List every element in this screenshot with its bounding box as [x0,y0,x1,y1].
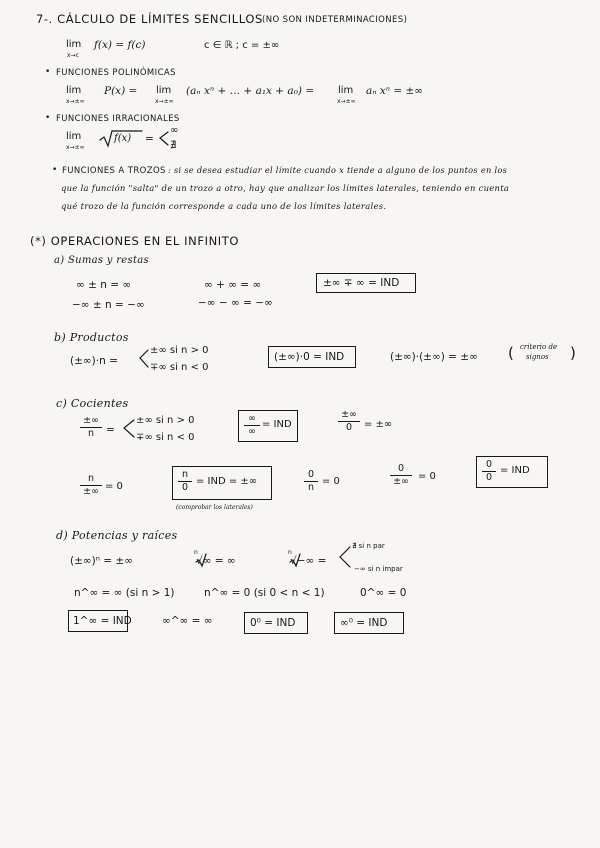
cocientes-box1-rhs: = IND [262,419,292,430]
brace-icon [140,350,148,367]
productos-heading: b) Productos [54,331,129,344]
polinomicas-result: aₙ xⁿ = ±∞ [366,85,424,97]
lim-label: lim [66,39,82,50]
irracional-equals: = [145,133,154,145]
cocientes-frac-3-rhs: = 0 [105,481,123,492]
productos-note-close-paren: ) [570,344,576,362]
potencias-p1: (±∞)ⁿ = ±∞ [70,555,133,567]
frac-denominator: 0 [485,471,493,483]
bullet-icon: • [52,165,58,175]
irracional-option-top: ∞ [170,125,179,136]
sumas-row1-a: ∞ ± n = ∞ [76,279,132,291]
potencias-p3-index: n [288,549,292,556]
cocientes-case-bottom: ∓∞ si n < 0 [136,432,195,443]
frac-numerator: ±∞ [341,409,357,420]
potencias-b2: ∞^∞ = ∞ [162,615,213,627]
brace-icon [160,132,168,145]
trozos-heading: FUNCIONES A TROZOS [62,166,166,176]
trozos-text-line-1: : si se desea estudiar el límite cuando x tiende a alguno de los puntos en los [168,165,508,175]
irracional-option-bottom: ∄ [170,140,177,151]
lim-subscript: x→±∞ [66,98,85,105]
cocientes-frac-5-rhs: = 0 [418,471,436,482]
potencias-b4: ∞⁰ = IND [340,617,388,629]
lim-label: lim [156,85,172,96]
frac-denominator: 0 [181,481,189,493]
potencias-q3: 0^∞ = 0 [360,587,407,599]
lim-label: lim [66,85,82,96]
cocientes-frac-4-rhs: = 0 [322,476,340,487]
frac-numerator: n [181,469,189,480]
potencias-b1: 1^∞ = IND [73,615,132,627]
sumas-row2-b: −∞ − ∞ = −∞ [198,297,273,309]
basic-limit-expression: f(x) = f(c) [94,39,146,51]
polinomicas-heading: FUNCIONES POLINÓMICAS [56,68,176,78]
irracionales-heading: FUNCIONES IRRACIONALES [56,114,180,124]
potencias-p3: √−∞ = [290,555,327,567]
frac-numerator: n [87,473,95,484]
sqrt-icon [100,131,142,146]
polinomicas-polynomial: (aₙ xⁿ + … + a₁x + a₀) = [186,85,315,97]
lim-label: lim [338,85,354,96]
frac-numerator: ±∞ [83,415,99,426]
section-title: 7-. CÁLCULO DE LÍMITES SENCILLOS [36,12,263,26]
frac-denominator: ±∞ [393,475,409,487]
potencias-p3-case-top: ∄ si n par [352,542,385,550]
potencias-p2-index: n [194,549,198,556]
potencias-b3: 0⁰ = IND [250,617,296,629]
bullet-icon: • [45,67,51,77]
frac-denominator: 0 [345,421,353,433]
trozos-text-line-2: que la función "salta" de un trozo a otro, hay que analizar los límites laterales, teniendo en cuenta [61,183,510,193]
productos-lhs: (±∞)·n = [70,355,118,367]
cocientes-frac-1-eq: = [106,424,115,436]
bullet-icon: • [45,113,51,123]
potencias-p2: √∞ = ∞ [196,555,236,567]
productos-case-top: ±∞ si n > 0 [150,345,209,356]
cocientes-box2-rhs: = IND = ±∞ [196,476,258,487]
brace-icon [340,547,350,567]
operaciones-heading: (*) OPERACIONES EN EL INFINITO [30,234,240,248]
potencias-q1: n^∞ = ∞ (si n > 1) [74,587,175,599]
productos-case-bottom: ∓∞ si n < 0 [150,362,209,373]
cocientes-box3-rhs: = IND [500,465,530,476]
basic-limit-condition: c ∈ ℝ ; c = ±∞ [204,40,280,51]
productos-rhs: (±∞)·(±∞) = ±∞ [390,351,478,363]
lim-subscript: x→±∞ [337,98,356,105]
potencias-p3-case-bottom: −∞ si n impar [354,565,403,573]
lim-label: lim [66,131,82,142]
productos-box-text: (±∞)·0 = IND [274,351,345,363]
cocientes-case-top: ±∞ si n > 0 [136,415,195,426]
irracional-radicand: f(x) [114,133,132,144]
lim-subscript: x→±∞ [155,98,174,105]
lim-subscript: x→c [67,52,79,59]
frac-denominator: n [307,481,315,493]
section-title-note: (NO SON INDETERMINACIONES) [262,15,408,25]
productos-note-top: criterio de [520,343,558,351]
sumas-row1-b: ∞ + ∞ = ∞ [204,279,262,291]
potencias-heading: d) Potencias y raíces [56,529,178,542]
sqrt-icon [290,554,300,566]
sumas-row2-a: −∞ ± n = −∞ [72,299,145,311]
productos-note-open-paren: ( [508,344,514,362]
frac-numerator: 0 [307,469,315,480]
sumas-row1-c: ±∞ ∓ ∞ = IND [323,277,400,289]
frac-denominator: ∞ [248,425,256,437]
polinomicas-px: P(x) = [104,85,138,97]
brace-icon [124,420,134,437]
sqrt-icon [196,554,206,566]
cocientes-frac-2-rhs: = ±∞ [364,419,393,430]
frac-denominator: n [87,427,95,439]
cocientes-heading: c) Cocientes [56,397,129,410]
frac-denominator: ±∞ [83,485,99,497]
sumas-heading: a) Sumas y restas [54,255,149,266]
lim-subscript: x→±∞ [66,144,85,151]
trozos-text-line-3: qué trozo de la función corresponde a cada uno de los límites laterales. [61,201,387,211]
frac-numerator: ∞ [248,413,256,424]
cocientes-box2-note: (comprobar los laterales) [176,504,253,511]
potencias-q2: n^∞ = 0 (si 0 < n < 1) [204,587,325,599]
frac-numerator: 0 [485,459,493,470]
frac-numerator: 0 [397,463,405,474]
productos-note-bottom: signos [526,353,549,361]
